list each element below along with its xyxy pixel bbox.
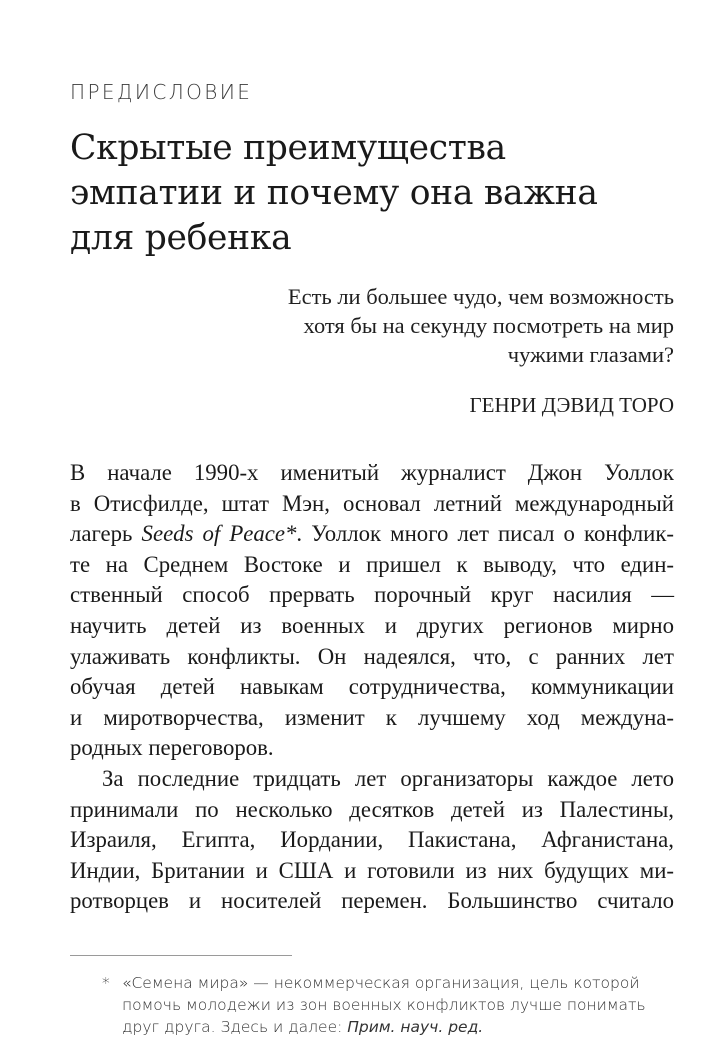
- footnote-line: «Семена мира» — некоммерческая организация, цель которой: [122, 974, 640, 992]
- body-line-text: лагерь: [70, 521, 142, 547]
- footnote-divider: [70, 955, 292, 956]
- seeds-of-peace-term: Seeds of Peace*: [141, 521, 297, 547]
- body-line-text: . Уоллок много лет писал о конфлик-: [296, 521, 674, 547]
- epigraph-line: Есть ли большее чудо, чем возможность: [287, 284, 674, 309]
- body-line: ственный способ прервать порочный круг насилия —: [70, 582, 674, 608]
- body-line: родных переговоров.: [70, 735, 274, 761]
- epigraph: [174, 282, 674, 369]
- body-line: научить детей из военных и других регионов мирно: [70, 612, 674, 638]
- chapter-title: [70, 126, 674, 261]
- epigraph-line: чужими глазами?: [507, 342, 674, 367]
- body-line: улаживать конфликты. Он надеялся, что, с ранних лет: [70, 643, 674, 669]
- body-line: Израиля, Египта, Иордании, Пакистана, Афганистана,: [70, 827, 674, 853]
- epigraph-author: ГЕНРИ ДЭВИД ТОРО: [469, 393, 674, 417]
- body-line: обучая детей навыкам сотрудничества, коммуникации: [70, 674, 674, 700]
- body-line: Индии, Британии и США и готовили из них будущих ми-: [70, 857, 674, 883]
- body-line: те на Среднем Востоке и пришел к выводу, что един-: [70, 551, 674, 577]
- footnote-line: [122, 1016, 682, 1038]
- body-line: в Отисфилде, штат Мэн, основал летний международный: [70, 490, 674, 516]
- body-line: [70, 519, 674, 550]
- footnote-line: помочь молодежи из зон военных конфликтов лучше понимать: [122, 996, 646, 1014]
- footnote-line-text: друг друга. Здесь и далее:: [122, 1018, 348, 1036]
- footnote-text: [122, 972, 682, 1038]
- body-line: ротворцев и носителей перемен. Большинство считало: [70, 888, 674, 914]
- footnote-mark: *: [102, 974, 110, 992]
- chapter-title-line: для ребенка: [70, 218, 292, 258]
- body-line: и миротворчества, изменит к лучшему ход междуна-: [70, 704, 674, 730]
- body-line: принимали по несколько десятков детей из Палестины,: [70, 796, 674, 822]
- chapter-title-line: Скрытые преимущества: [70, 128, 506, 168]
- body-text: [70, 458, 674, 917]
- body-line: В начале 1990-х именитый журналист Джон Уоллок: [70, 460, 674, 485]
- chapter-kicker: ПРЕДИСЛОВИЕ: [70, 80, 253, 104]
- chapter-title-line: эмпатии и почему она важна: [70, 173, 598, 213]
- epigraph-line: хотя бы на секунду посмотреть на мир: [303, 313, 674, 338]
- editor-note: Прим. науч. ред.: [347, 1018, 484, 1036]
- body-line: За последние тридцать лет организаторы каждое лето: [102, 765, 674, 791]
